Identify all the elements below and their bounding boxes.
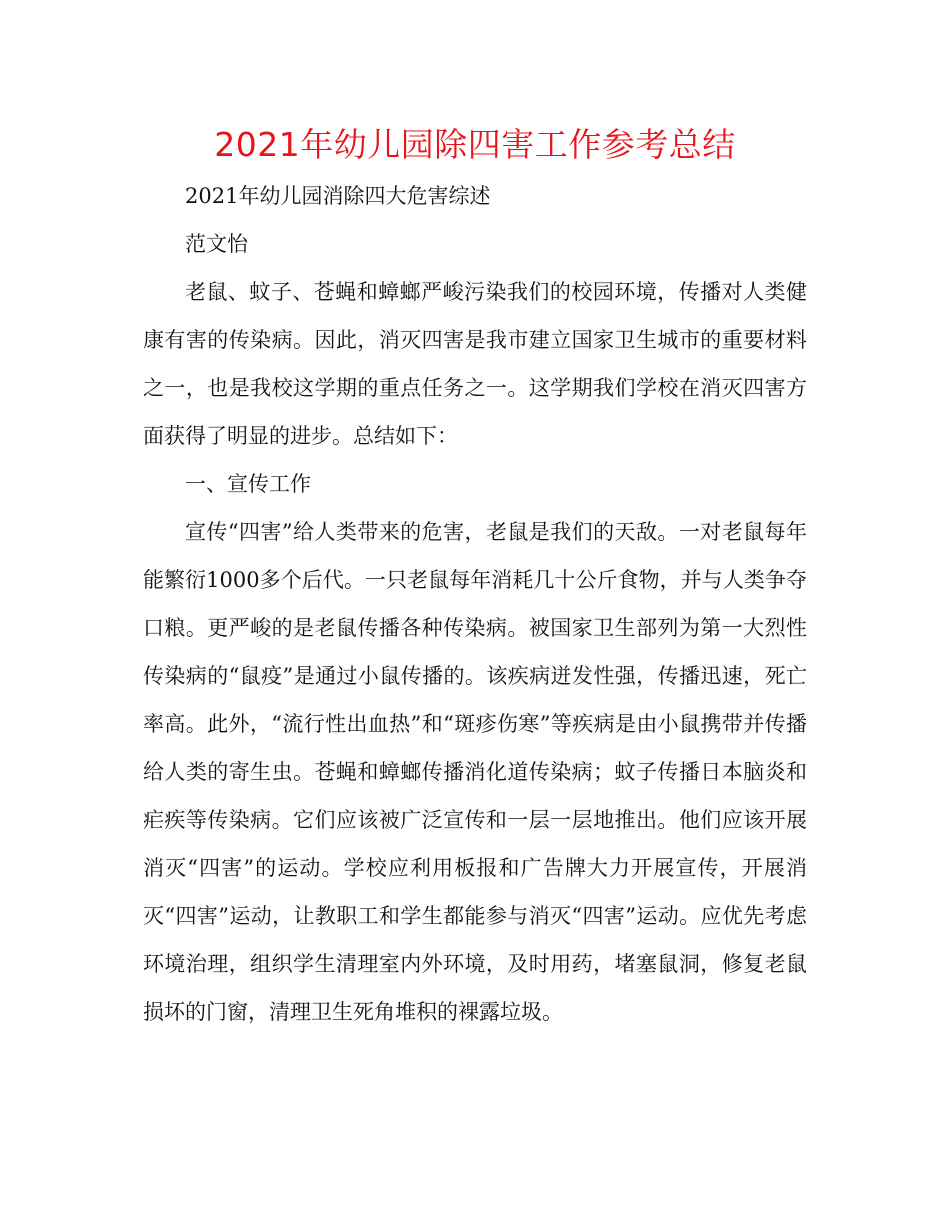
paragraph-intro: 老鼠、蚊子、苍蝇和蟑螂严峻污染我们的校园环境，传播对人类健康有害的传染病。因此，消灭四害是我市建立国家卫生城市的重要材料之一，也是我校这学期的重点任务之一。这学期我们学校在消灭四害方面获得了明显的进步。总结如下： [143,280,807,448]
document-title: 2021年幼儿园除四害工作参考总结 [214,125,736,164]
document-subtitle: 2021年幼儿园消除四大危害综述 [185,184,491,208]
paragraph-publicity: 宣传“四害”给人类带来的危害，老鼠是我们的天敌。一对老鼠每年能繁衍1000多个后代。一只老鼠每年消耗几十公斤食物，并与人类争夺口粮。更严峻的是老鼠传播各种传染病。被国家卫生部列为第一大烈性传染病的“鼠疫”是通过小鼠传播的。该疾病迸发性强，传播迅速，死亡率高。此外，“流行性出血热”和“斑疹伤寒”等疾病是由小鼠携带并传播给人类的寄生虫。苍蝇和蟑螂传播消化道传染病；蚊子传播日本脑炎和疟疾等传染病。它们应该被广泛宣传和一层一层地推出。他们应该开展消灭“四害”的运动。学校应利用板报和广告牌大力开展宣传，开展消灭“四害”运动，让教职工和学生都能参与消灭“四害”运动。应优先考虑环境治理，组织学生清理室内外环境，及时用药，堵塞鼠洞，修复老鼠损坏的门窗，清理卫生死角堆积的裸露垃圾。 [143,520,807,1024]
section-heading-publicity: 一、宣传工作 [185,472,311,496]
document-author: 范文怡 [185,232,248,256]
document-body [143,172,807,1036]
